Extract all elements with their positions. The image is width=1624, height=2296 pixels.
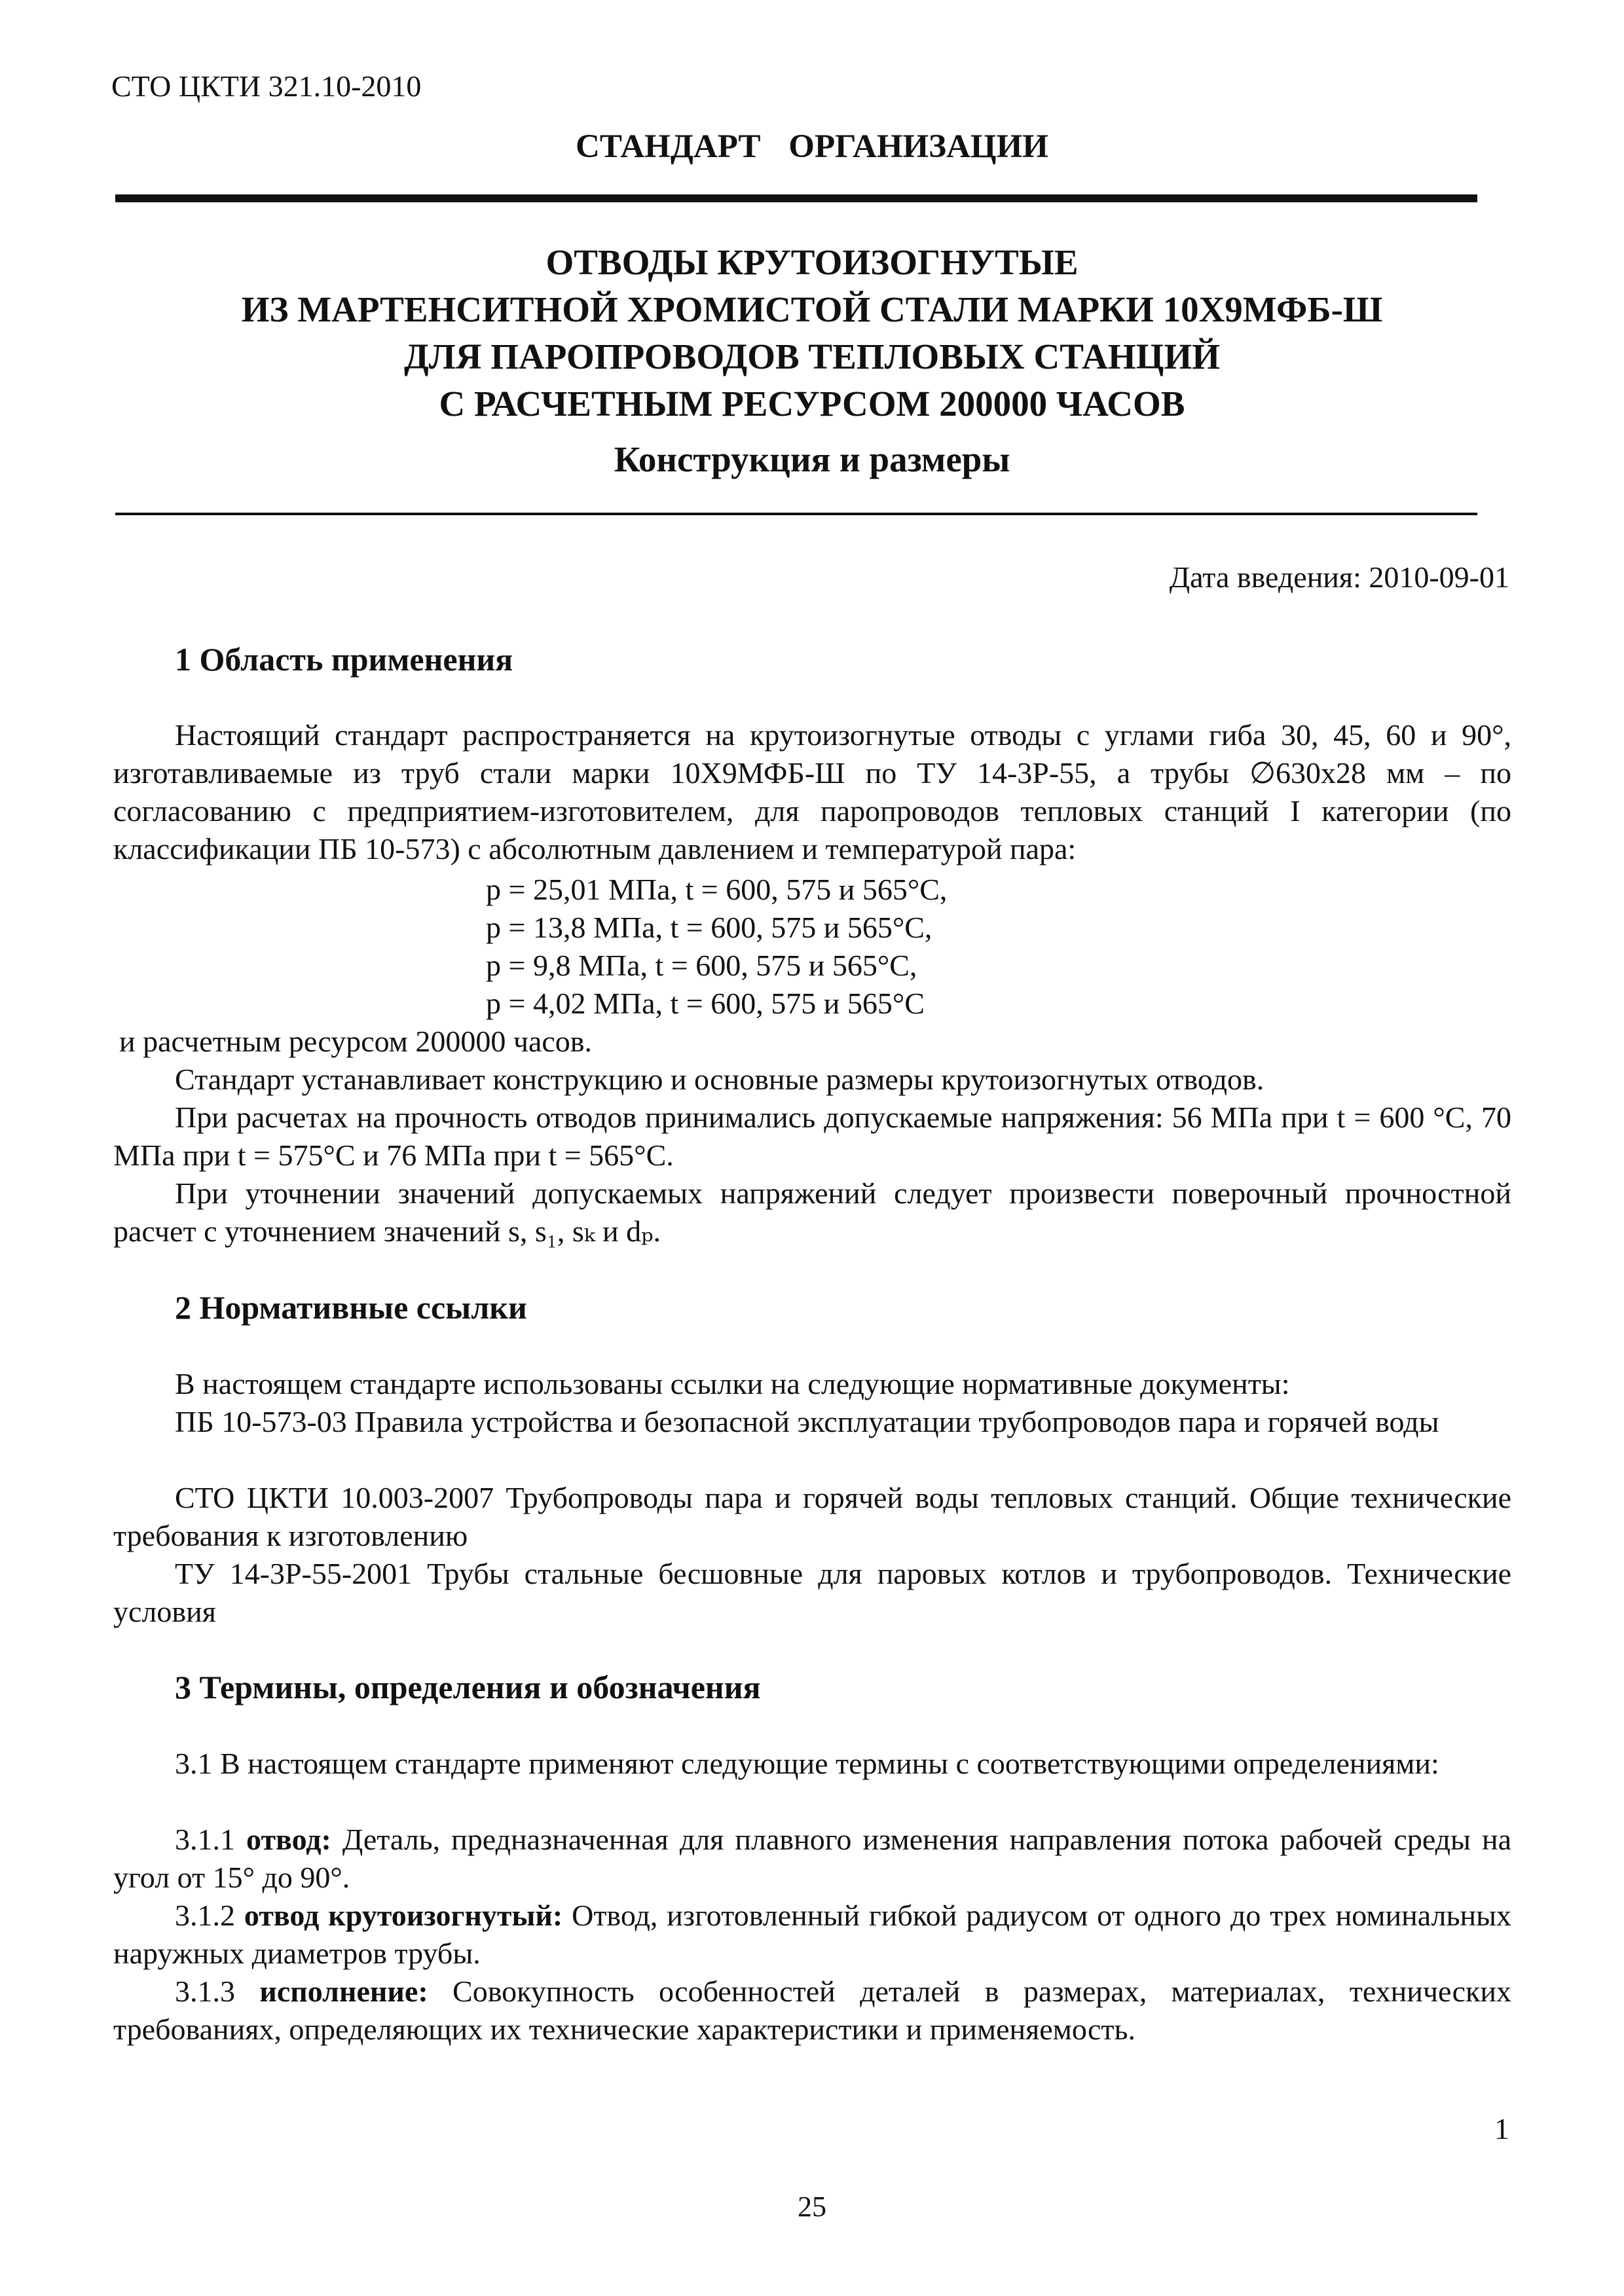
formula-line-2: p = 13,8 МПа, t = 600, 575 и 565°С, xyxy=(486,911,932,944)
term-number: 3.1.3 xyxy=(175,1975,235,2008)
introduction-date: Дата введения: 2010-09-01 xyxy=(1169,560,1509,594)
term-3-1-1 xyxy=(113,1821,1511,1897)
term-definition: Отвод, изготовленный гибкой радиусом от одного до трех номинальных наружных диаметров трубы. xyxy=(113,1899,1511,1970)
title-line-1: ОТВОДЫ КРУТОИЗОГНУТЫЕ xyxy=(545,242,1079,282)
section-3-heading: 3 Термины, определения и обозначения xyxy=(175,1669,761,1705)
formula-line-1: p = 25,01 МПа, t = 600, 575 и 565°С, xyxy=(486,873,948,906)
term-3-1-3 xyxy=(113,1973,1511,2049)
section-1-heading: 1 Область применения xyxy=(175,641,513,678)
section-1-paragraph-2: и расчетным ресурсом 200000 часов. xyxy=(119,1025,593,1058)
term-definition: Деталь, предназначенная для плавного изменения направления потока рабочей среды на угол от 15° до 90°. xyxy=(113,1823,1512,1894)
term-definition: Совокупность особенностей деталей в размерах, материалах, технических требованиях, определяющих их технические характеристики и применяемость. xyxy=(113,1975,1511,2046)
section-2-heading: 2 Нормативные ссылки xyxy=(175,1289,527,1326)
section-1-paragraph-4: При расчетах на прочность отводов принимались допускаемые напряжения: 56 МПа при t = 600 °С, 70 МПа при t = 575°С и 76 МПа при t = 565°С. xyxy=(113,1101,1511,1172)
section-2-paragraph-1: В настоящем стандарте использованы ссылки на следующие нормативные документы: xyxy=(175,1367,1290,1400)
formula-line-3: p = 9,8 МПа, t = 600, 575 и 565°С, xyxy=(486,949,917,982)
term-name: исполнение: xyxy=(259,1975,428,2008)
pressure-temperature-list xyxy=(486,871,947,1023)
reference-pb-10-573: ПБ 10-573-03 Правила устройства и безопасной эксплуатации трубопроводов пара и горячей воды xyxy=(175,1405,1439,1438)
document-code: СТО ЦКТИ 321.10-2010 xyxy=(111,69,422,103)
term-number: 3.1.1 xyxy=(175,1823,235,1856)
term-name: отвод: xyxy=(246,1823,331,1856)
term-name: отвод крутоизогнутый: xyxy=(244,1899,563,1932)
formula-line-4: p = 4,02 МПа, t = 600, 575 и 565°С xyxy=(486,987,925,1020)
thin-divider xyxy=(115,513,1477,515)
reference-sto-ckti-10-003: СТО ЦКТИ 10.003-2007 Трубопроводы пара и горячей воды тепловых станций. Общие технические требования к изготовлению xyxy=(113,1481,1511,1552)
title-line-2: ИЗ МАРТЕНСИТНОЙ ХРОМИСТОЙ СТАЛИ МАРКИ 10Х9МФБ-Ш xyxy=(241,289,1383,329)
section-1-paragraph-1: Настоящий стандарт распространяется на крутоизогнутые отводы с углами гиба 30, 45, 60 и 90°, изготавливаемые из труб стали марки 10Х9МФБ-Ш по ТУ 14-3Р-55, а трубы ∅630х28 мм – по согласованию с предприятием-изготовителем, для паропроводов тепловых станций I категории (по классификации ПБ 10-573) с абсолютным давлением и температурой пара: xyxy=(113,718,1511,866)
thick-divider xyxy=(115,194,1477,202)
page-number: 1 xyxy=(1494,2112,1509,2145)
section-1-paragraph-5: При уточнении значений допускаемых напряжений следует произвести поверочный прочностной расчет с уточнением значений s, s₁, sₖ и dₚ. xyxy=(113,1176,1511,1248)
sheet-number: 25 xyxy=(798,2191,826,2223)
section-1-paragraph-3: Стандарт устанавливает конструкцию и основные размеры крутоизогнутых отводов. xyxy=(175,1063,1264,1096)
section-3-paragraph-1: 3.1 В настоящем стандарте применяют следующие термины с соответствующими определениями: xyxy=(175,1747,1439,1780)
document-title xyxy=(111,239,1513,428)
reference-tu-14-3r-55: ТУ 14-3Р-55-2001 Трубы стальные бесшовные для паровых котлов и трубопроводов. Технические условия xyxy=(113,1557,1511,1628)
title-line-3: ДЛЯ ПАРОПРОВОДОВ ТЕПЛОВЫХ СТАНЦИЙ xyxy=(403,337,1221,376)
term-3-1-2 xyxy=(113,1897,1511,1973)
document-subtitle: Конструкция и размеры xyxy=(614,439,1010,479)
title-line-4: С РАСЧЕТНЫМ РЕСУРСОМ 200000 ЧАСОВ xyxy=(439,384,1185,424)
term-number: 3.1.2 xyxy=(175,1899,235,1932)
org-standard-heading: СТАНДАРТ ОРГАНИЗАЦИИ xyxy=(576,128,1048,165)
